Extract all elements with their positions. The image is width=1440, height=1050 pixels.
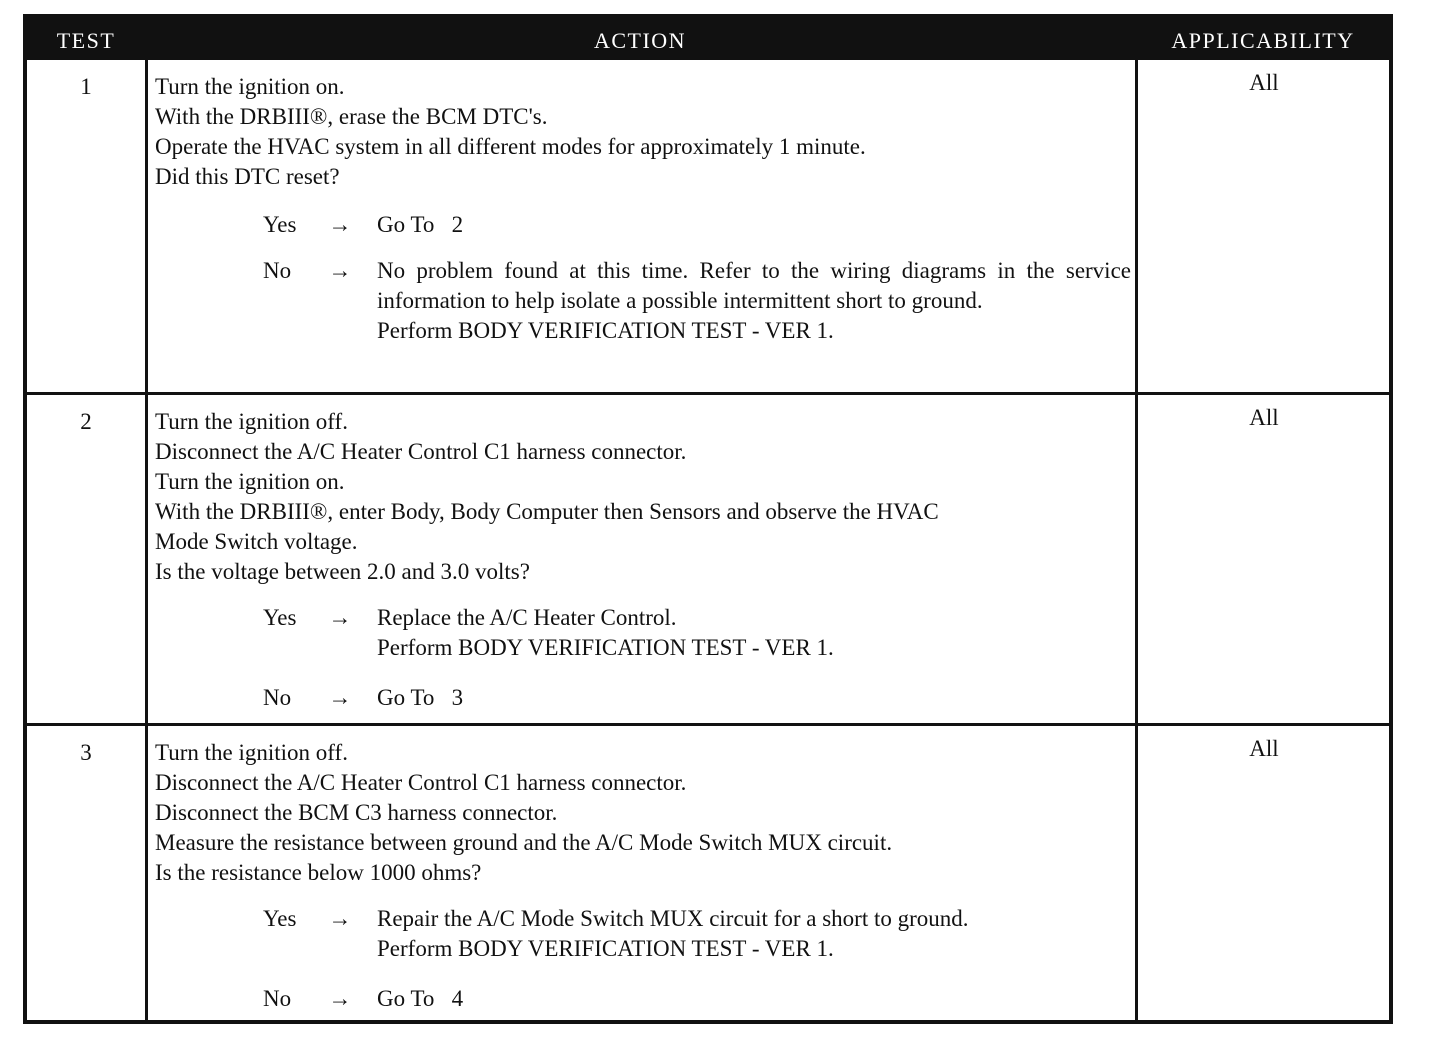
step-text: Measure the resistance between ground and the A/C Mode Switch MUX circuit.: [155, 830, 893, 855]
step-text: Turn the ignition on.: [155, 74, 345, 99]
result-text: Repair the A/C Mode Switch MUX circuit for a short to ground.: [377, 906, 969, 931]
yes-branch: [263, 603, 1131, 663]
yes-label: Yes: [263, 212, 297, 237]
step-text: With the DRBIII®, erase the BCM DTC's.: [155, 104, 548, 129]
no-label: No: [263, 986, 292, 1011]
result-text: Replace the A/C Heater Control.: [377, 605, 677, 630]
result-text: Perform BODY VERIFICATION TEST - VER 1.: [377, 318, 834, 343]
result-text: Go To 4: [377, 986, 464, 1011]
arrow-icon: →: [328, 605, 352, 630]
arrow-icon: →: [328, 685, 352, 710]
result-text: No problem found at this time. Refer to the wiring diagrams in the service information to help isolate a possible intermittent short to ground.: [377, 258, 1131, 313]
no-label: No: [263, 685, 292, 710]
step-text: Disconnect the A/C Heater Control C1 harness connector.: [155, 439, 687, 464]
action-cell: [155, 407, 1131, 713]
applicability-value: All: [1249, 70, 1279, 95]
arrow-icon: →: [328, 258, 352, 283]
no-result: [377, 984, 1131, 1014]
yes-label: Yes: [263, 605, 297, 630]
yes-result: [377, 603, 1131, 663]
result-text: Perform BODY VERIFICATION TEST - VER 1.: [377, 936, 834, 961]
applicability-value: All: [1249, 736, 1279, 761]
diagnostic-table: [23, 14, 1393, 1024]
test-row-3: [27, 723, 1389, 1020]
step-text: Is the voltage between 2.0 and 3.0 volts?: [155, 559, 530, 584]
step-text: Turn the ignition off.: [155, 740, 348, 765]
no-branch: [263, 256, 1131, 346]
test-row-2: [27, 392, 1389, 723]
arrow-icon: →: [328, 212, 352, 237]
step-text: Is the resistance below 1000 ohms?: [155, 860, 482, 885]
arrow-icon: →: [328, 906, 352, 931]
result-text: Go To 2: [377, 212, 464, 237]
step-text: Turn the ignition off.: [155, 409, 348, 434]
header-test: TEST: [56, 28, 116, 53]
step-text: Disconnect the BCM C3 harness connector.: [155, 800, 558, 825]
header-action: ACTION: [593, 28, 687, 53]
table-header: [27, 18, 1389, 60]
no-result: [377, 256, 1131, 346]
test-number: 1: [80, 74, 92, 99]
action-cell: [155, 72, 1131, 346]
test-number: 3: [80, 740, 92, 765]
action-cell: [155, 738, 1131, 1014]
step-text: Operate the HVAC system in all different modes for approximately 1 minute.: [155, 134, 866, 159]
step-text: Turn the ignition on.: [155, 469, 345, 494]
no-label: No: [263, 258, 292, 283]
step-text: Did this DTC reset?: [155, 164, 340, 189]
yes-result: [377, 904, 1131, 964]
yes-branch: [263, 210, 1131, 240]
test-number: 2: [80, 409, 92, 434]
header-applicability: APPLICABILITY: [1171, 28, 1355, 53]
yes-branch: [263, 904, 1131, 964]
result-text: Go To 3: [377, 685, 464, 710]
arrow-icon: →: [328, 986, 352, 1011]
no-branch: [263, 683, 1131, 713]
no-result: [377, 683, 1131, 713]
yes-label: Yes: [263, 906, 297, 931]
applicability-value: All: [1249, 405, 1279, 430]
step-text: Disconnect the A/C Heater Control C1 harness connector.: [155, 770, 687, 795]
result-text: Perform BODY VERIFICATION TEST - VER 1.: [377, 635, 834, 660]
yes-result: [377, 210, 1131, 240]
test-row-1: [27, 60, 1389, 392]
step-text: With the DRBIII®, enter Body, Body Computer then Sensors and observe the HVAC: [155, 499, 939, 524]
no-branch: [263, 984, 1131, 1014]
step-text: Mode Switch voltage.: [155, 529, 358, 554]
